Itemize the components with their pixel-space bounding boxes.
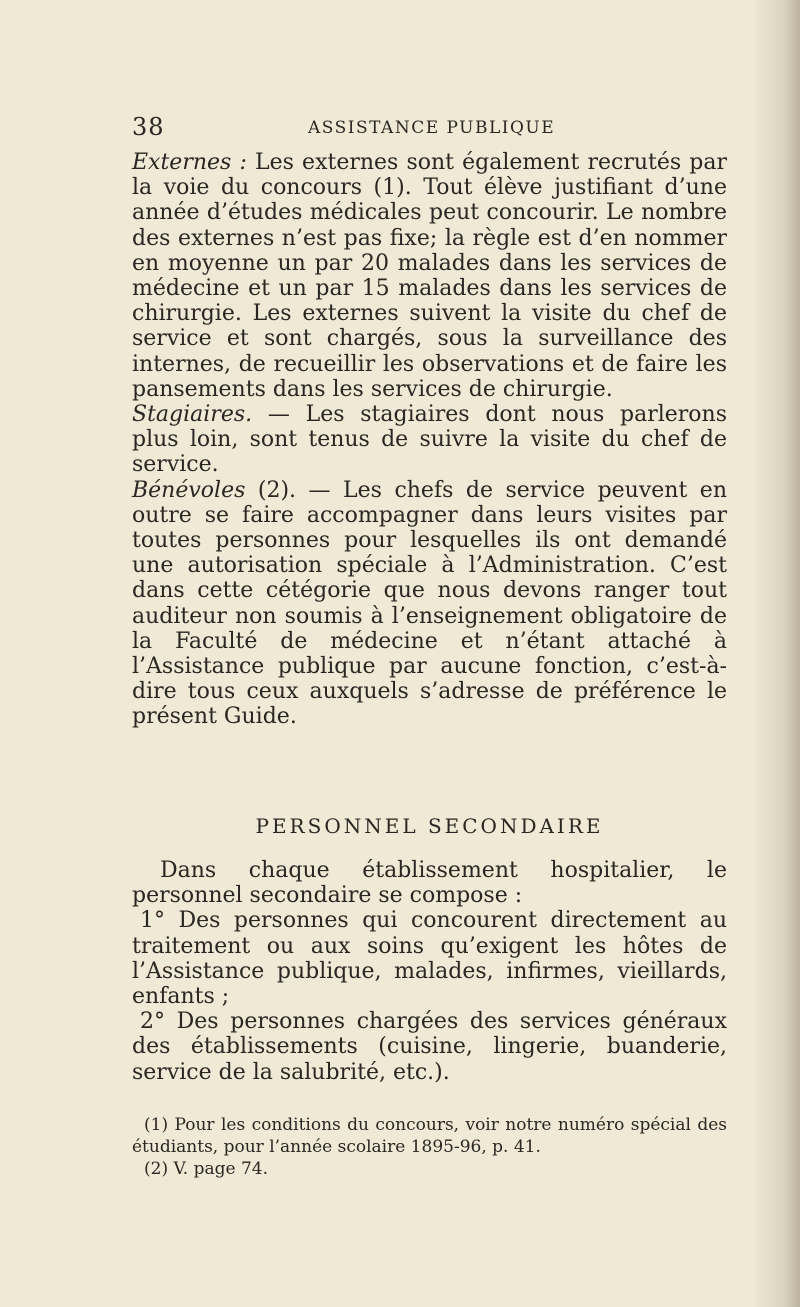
footnote-1: (1) Pour les conditions du concours, voir notre numéro spécial des étudiants, pour l’année scolaire 1895-96, p. 41.: [132, 1115, 727, 1157]
main-text: [132, 150, 727, 730]
paragraph-benevoles: [132, 478, 727, 730]
paragraph-externes: [132, 150, 727, 402]
section-intro: Dans chaque établissement hospitalier, le personnel secondaire se compose :: [132, 858, 727, 909]
section-item-1: 1° Des personnes qui concourent directement au traitement ou aux soins qu’exigent les hôtes de l’Assistance publique, malades, infirmes, vieillards, enfants ;: [132, 908, 727, 1010]
page-header: [132, 113, 727, 143]
paragraph-lead: Externes :: [132, 150, 247, 175]
section-item-2: 2° Des personnes chargées des services généraux des établissements (cuisine, lingerie, buanderie, service de la salubrité, etc.).: [132, 1009, 727, 1085]
section-text: [132, 858, 727, 1085]
paragraph-lead: Bénévoles: [132, 477, 246, 503]
paragraph-text: Les externes sont également recrutés par la voie du concours (1). Tout élève justifiant d’une année d’études médicales peut concourir. Le nombre des externes n’est pas fixe; la règle est d’en nommer en moyenne un par 20 malades dans les services de médecine et un par 15 malades dans les services de chirurgie. Les externes suivent la visite du chef de service et sont chargés, sous la surveillance des internes, de recueillir les observations et de faire les pansements dans les services de chirurgie.: [132, 150, 727, 402]
page-number: 38: [132, 113, 165, 141]
footnotes: [132, 1114, 727, 1180]
section-heading: PERSONNEL SECONDAIRE: [255, 814, 604, 838]
footnote-2: (2) V. page 74.: [144, 1159, 268, 1179]
paragraph-text: (2). — Les chefs de service peuvent en outre se faire accompagner dans leurs visites par toutes personnes pour lesquelles ils ont demandé une autorisation spéciale à l’Administration. C’est dans cette cétégorie que nous devons ranger tout auditeur non soumis à l’enseignement obligatoire de la Faculté de médecine et n’étant attaché à l’Assistance publique par aucune fonction, c’est-à-dire tous ceux auxquels s’adresse de préférence le présent Guide.: [132, 477, 727, 730]
paragraph-stagiaires: [132, 402, 727, 478]
paragraph-text: — Les stagiaires dont nous parlerons plus loin, sont tenus de suivre la visite du chef de service.: [132, 402, 727, 478]
running-title: ASSISTANCE PUBLIQUE: [308, 118, 556, 138]
paragraph-lead: Stagiaires.: [132, 402, 253, 428]
